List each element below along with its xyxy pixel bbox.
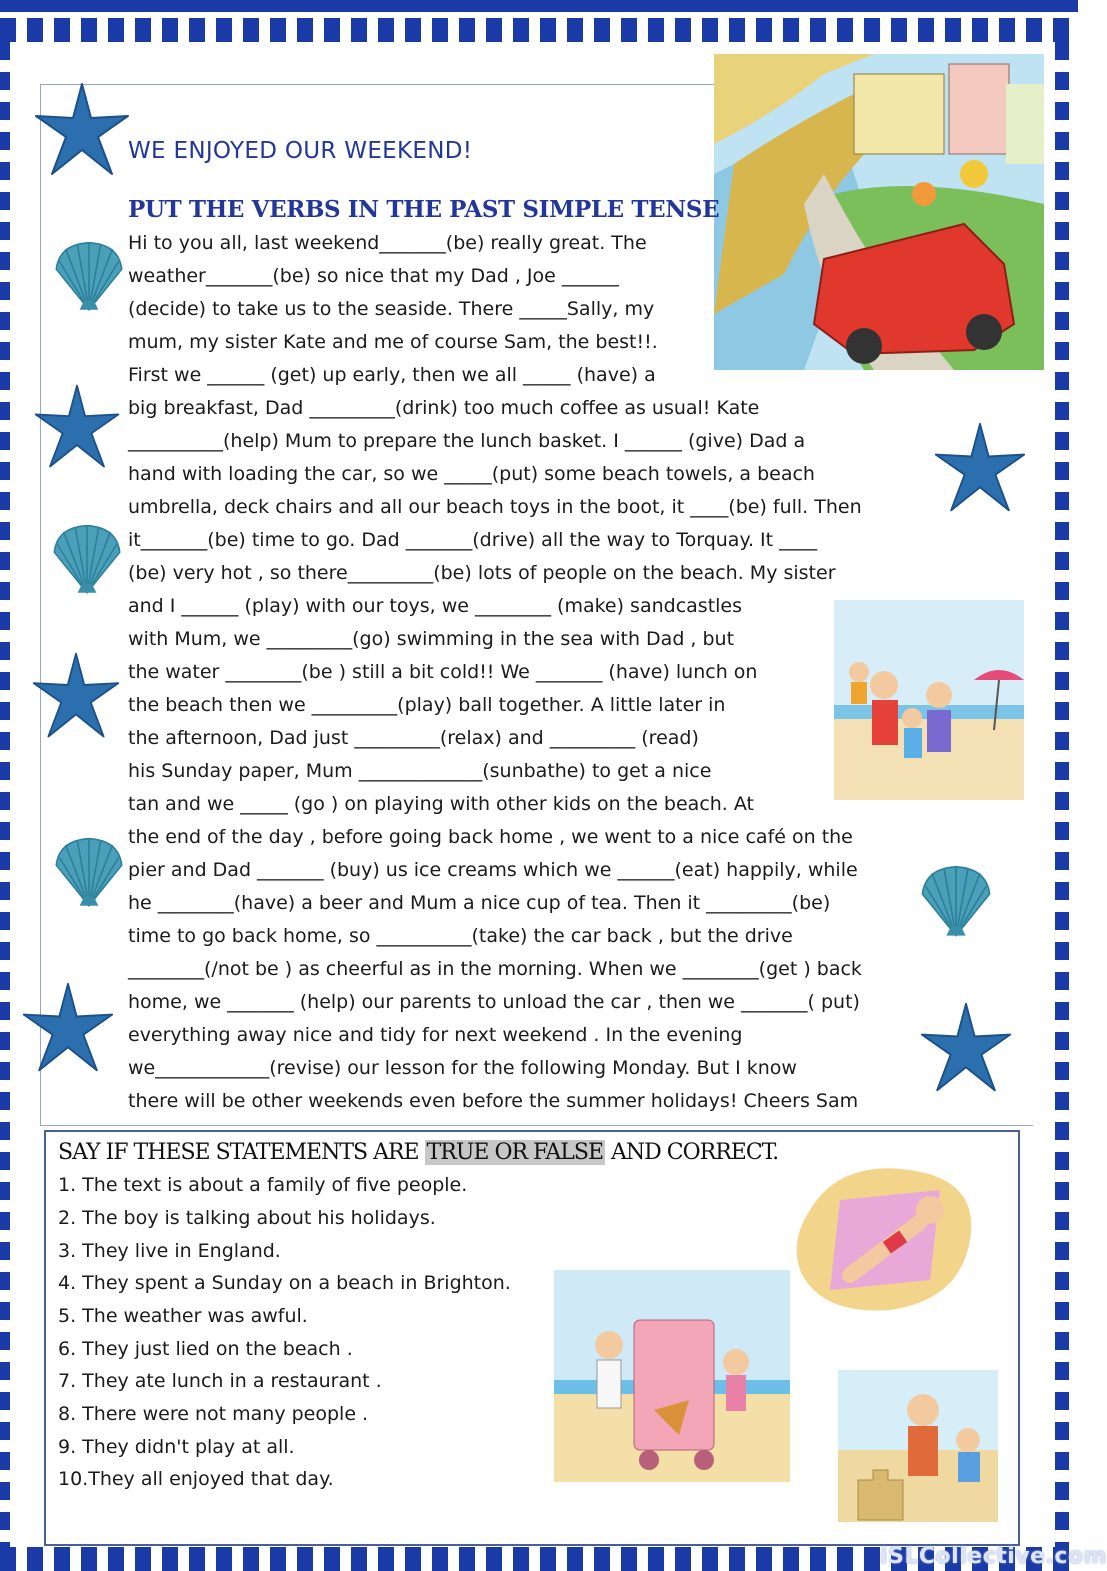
text-line: his Sunday paper, Mum _____________(sunbathe) to get a nice — [128, 760, 712, 782]
text-line: the afternoon, Dad just _________(relax) and _________ (read) — [128, 727, 699, 749]
text-line: time to go back home, so __________(take) the car back , but the drive — [128, 925, 793, 947]
heading-highlight: TRUE OR FALSE — [426, 1140, 604, 1165]
text-line: we____________(revise) our lesson for the following Monday. But I know — [128, 1057, 797, 1079]
scallop-shell-icon — [50, 228, 128, 326]
statement-item: 5. The weather was awful. — [58, 1305, 308, 1327]
text-line: (be) very hot , so there_________(be) lots of people on the beach. My sister — [128, 562, 836, 584]
text-line: it_______(be) time to go. Dad _______(drive) all the way to Torquay. It ____ — [128, 529, 818, 551]
text-line: with Mum, we _________(go) swimming in the sea with Dad , but — [128, 628, 735, 650]
starfish-icon — [30, 650, 122, 742]
statement-item: 9. They didn't play at all. — [58, 1436, 295, 1458]
text-line: First we ______ (get) up early, then we all _____ (have) a — [128, 364, 656, 386]
text-line: the end of the day , before going back home , we went to a nice café on the — [128, 826, 853, 848]
top-border-stripes — [0, 18, 1078, 42]
text-line: hand with loading the car, so we _____(put) some beach towels, a beach — [128, 463, 815, 485]
statement-item: 4. They spent a Sunday on a beach in Brighton. — [58, 1272, 511, 1294]
family-on-beach-illustration — [834, 600, 1024, 800]
starfish-icon — [918, 1000, 1014, 1096]
text-line: (decide) to take us to the seaside. There _____Sally, my — [128, 298, 655, 320]
text-line: pier and Dad _______ (buy) us ice creams which we ______(eat) happily, while — [128, 859, 858, 881]
text-line: everything away nice and tidy for next weekend . In the evening — [128, 1024, 743, 1046]
heading-part: AND CORRECT. — [605, 1140, 779, 1165]
scallop-shell-icon — [50, 828, 128, 918]
text-line: big breakfast, Dad _________(drink) too much coffee as usual! Kate — [128, 397, 760, 419]
text-line: umbrella, deck chairs and all our beach toys in the boot, it ____(be) full. Then — [128, 496, 862, 518]
true-false-heading — [58, 1140, 778, 1165]
scallop-shell-icon — [48, 512, 126, 608]
statement-item: 10.They all enjoyed that day. — [58, 1468, 334, 1490]
text-line: he ________(have) a beer and Mum a nice cup of tea. Then it _________(be) — [128, 892, 831, 914]
text-line: and I ______ (play) with our toys, we ________ (make) sandcastles — [128, 595, 743, 617]
statement-item: 6. They just lied on the beach . — [58, 1338, 353, 1360]
starfish-icon — [20, 980, 116, 1076]
text-line: tan and we _____ (go ) on playing with other kids on the beach. At — [128, 793, 754, 815]
starfish-icon — [32, 80, 132, 180]
worksheet-title: WE ENJOYED OUR WEEKEND! — [128, 138, 473, 164]
text-line: mum, my sister Kate and me of course Sam, the best!!. — [128, 331, 658, 353]
exercise-instruction: PUT THE VERBS IN THE PAST SIMPLE TENSE — [128, 196, 720, 223]
watermark: iSLCollective.com — [880, 1544, 1107, 1569]
heading-part: SAY IF THESE STATEMENTS ARE — [58, 1140, 425, 1165]
statement-item: 7. They ate lunch in a restaurant . — [58, 1370, 382, 1392]
text-line: home, we _______ (help) our parents to unload the car , then we _______( put) — [128, 991, 860, 1013]
left-border-stripes — [0, 42, 10, 1547]
statement-item: 8. There were not many people . — [58, 1403, 369, 1425]
text-line: the water ________(be ) still a bit cold!! We _______ (have) lunch on — [128, 661, 758, 683]
statement-item: 2. The boy is talking about his holidays. — [58, 1207, 436, 1229]
right-border-stripes — [1055, 42, 1069, 1547]
top-border-line — [0, 0, 1078, 12]
text-line: the beach then we _________(play) ball together. A little later in — [128, 694, 726, 716]
text-line: __________(help) Mum to prepare the lunch basket. I ______ (give) Dad a — [128, 430, 806, 452]
statement-item: 3. They live in England. — [58, 1240, 281, 1262]
text-line: Hi to you all, last weekend_______(be) really great. The — [128, 232, 647, 254]
seaside-town-car-illustration — [714, 54, 1044, 370]
scallop-shell-icon — [916, 856, 996, 948]
text-line: there will be other weekends even before the summer holidays! Cheers Sam — [128, 1090, 859, 1112]
starfish-icon — [32, 382, 122, 472]
statement-item: 1. The text is about a family of five people. — [58, 1174, 468, 1196]
text-line: ________(/not be ) as cheerful as in the morning. When we ________(get ) back — [128, 958, 862, 980]
starfish-icon — [932, 420, 1028, 516]
text-line: weather_______(be) so nice that my Dad , Joe ______ — [128, 265, 619, 287]
